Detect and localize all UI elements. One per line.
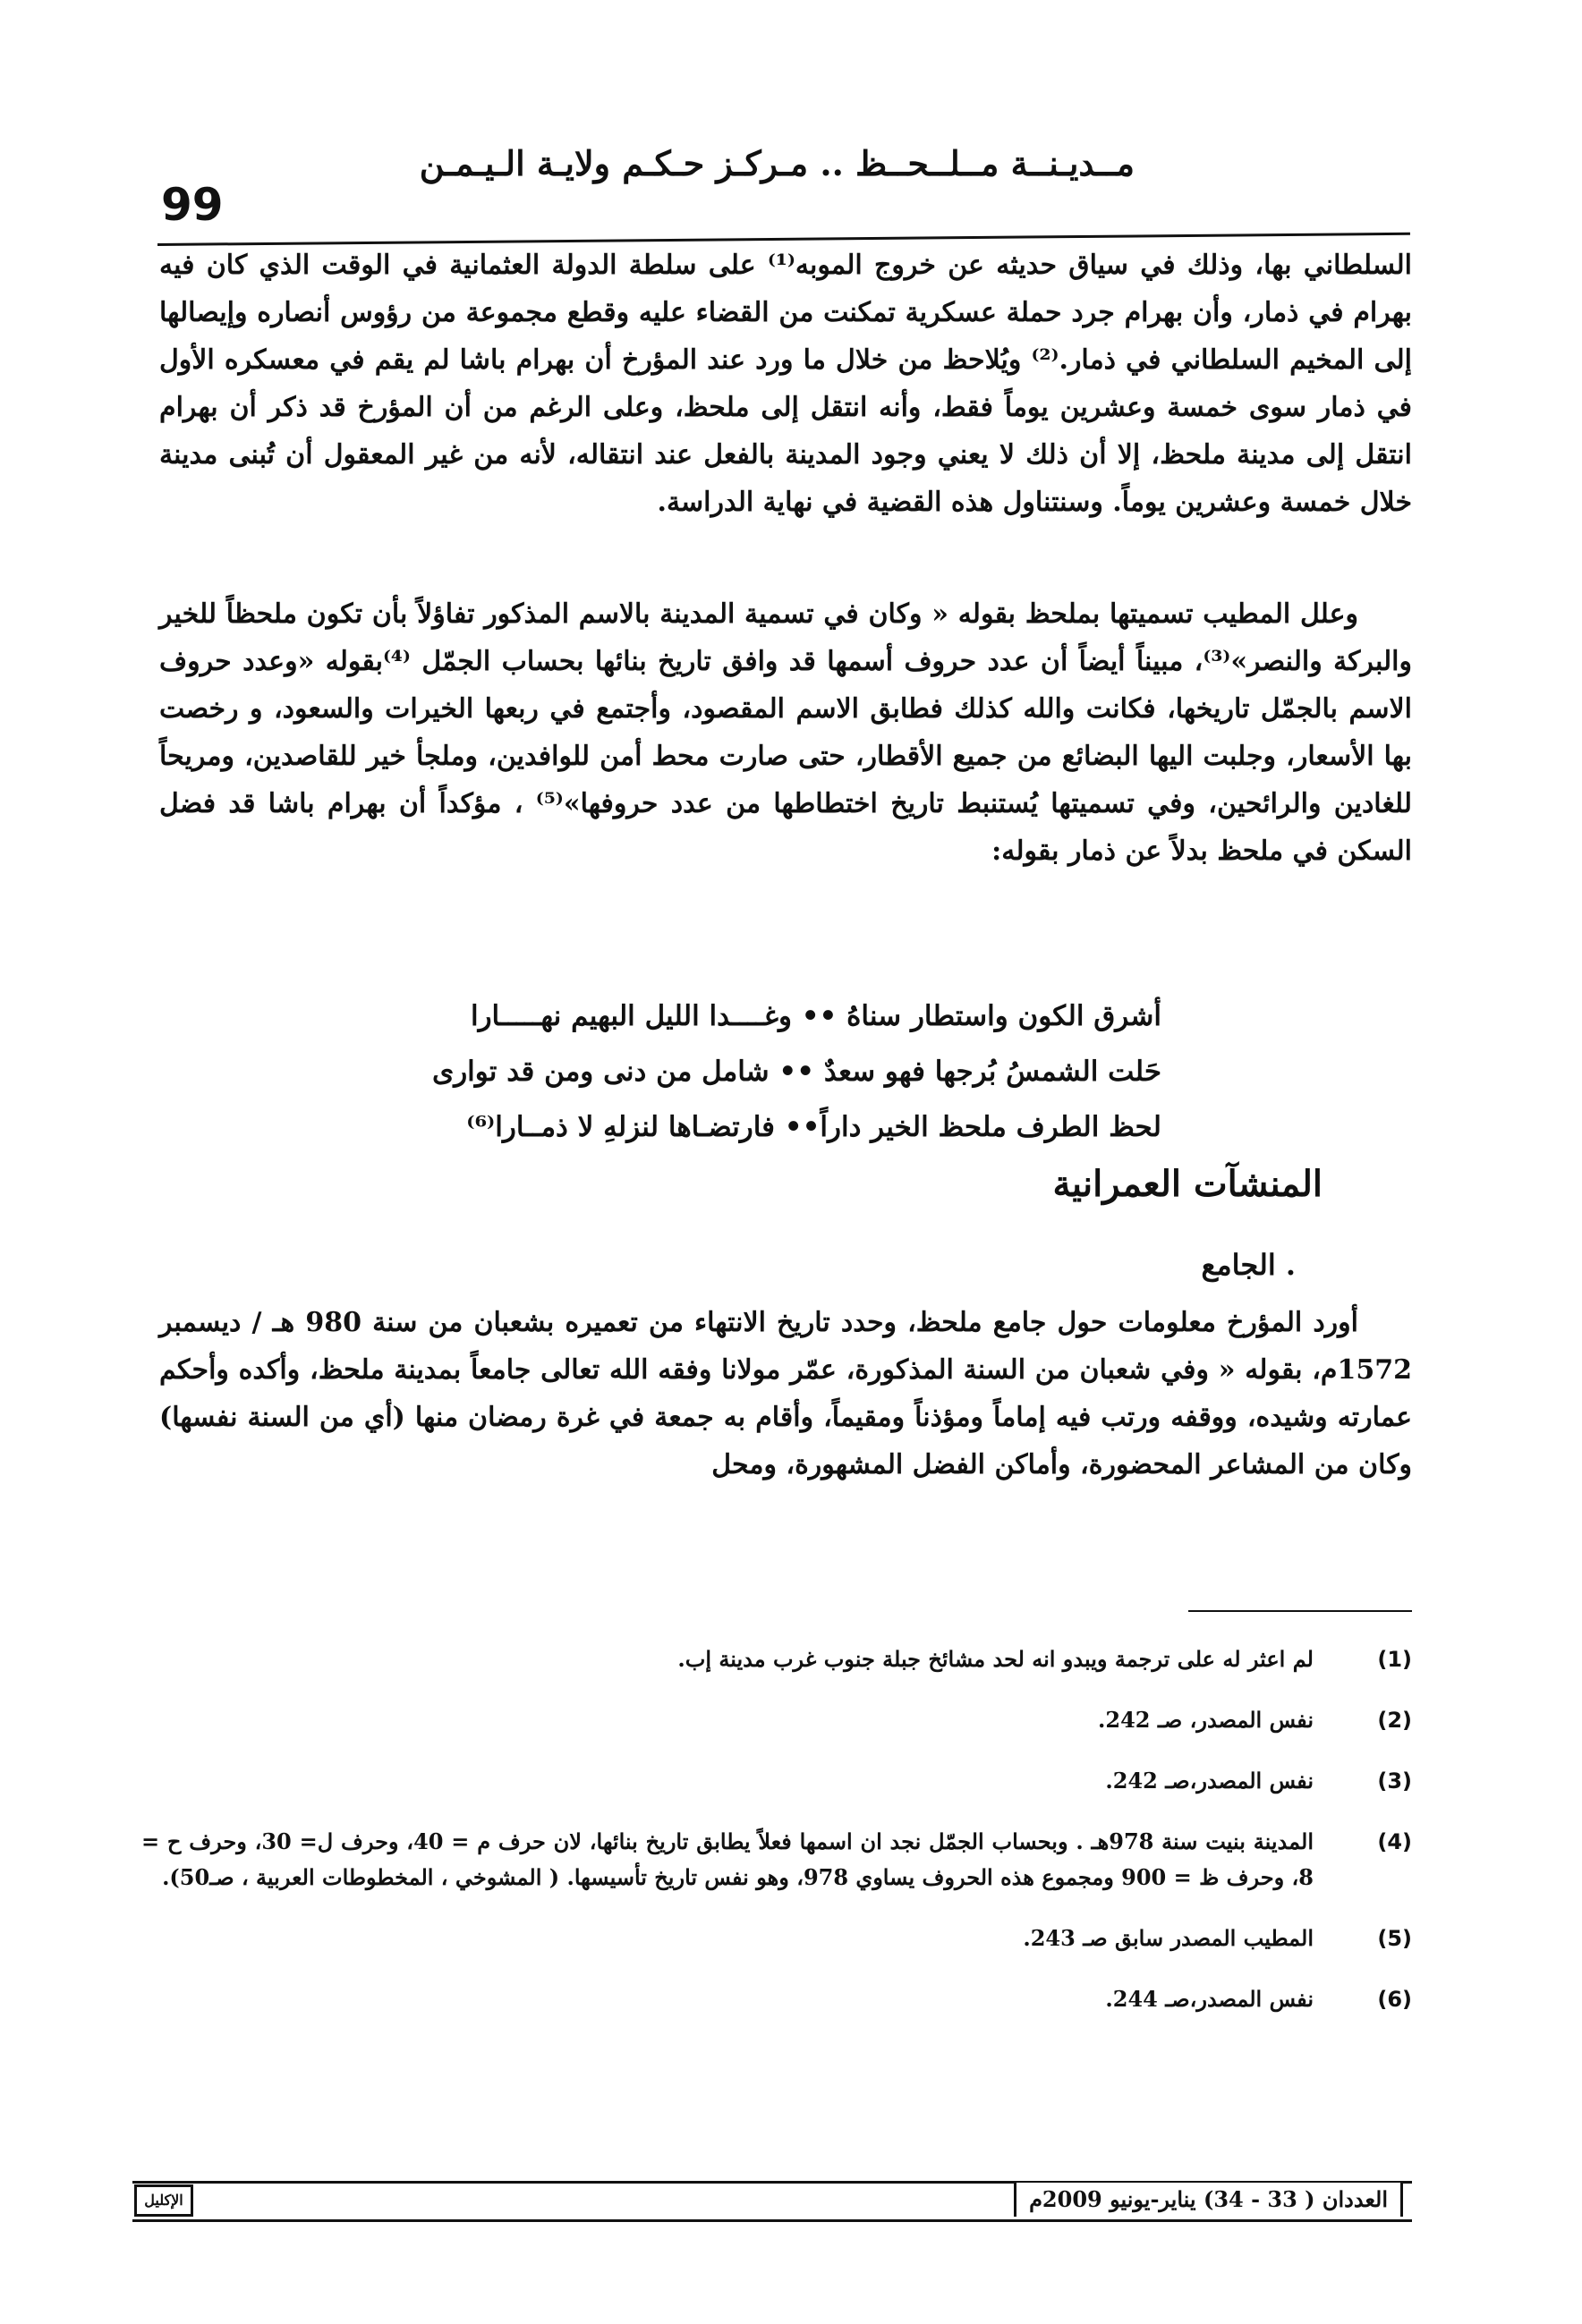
poem-line-3: لحظ الطرف ملحظ الخير داراً•• فارتضـاها لنزلهِ لا ذمــارا⁽⁶⁾: [466, 1111, 1161, 1143]
footnote-text: لم اعثر له على ترجمة ويبدو انه لحد مشائخ جبلة جنوب غرب مدينة إب.: [677, 1646, 1314, 1672]
issue-label: العددان ( 33 - 34) يناير-يونيو 2009م: [1014, 2183, 1403, 2217]
footnote-text: نفس المصدر،صـ 242.: [1105, 1768, 1314, 1794]
journal-logo: الإكليل: [134, 2184, 193, 2217]
footnote-number: (6): [1377, 1987, 1412, 2012]
sub-heading: . الجامع: [1201, 1248, 1296, 1282]
running-header-title: مــديـنــة مــلــحــظ .. مـركـز حـكـم ولايـة الـيـمـن: [419, 143, 1135, 183]
poem-line-1: أشرق الكون واستطار سناهُ •• وغــــدا الليل البهيم نهـــــارا: [470, 1000, 1161, 1032]
footnote-3: [141, 1763, 1412, 1799]
footnote-5: [141, 1921, 1412, 1956]
footnote-text: نفس المصدر، صـ 242.: [1098, 1707, 1314, 1733]
paragraph-2: [159, 590, 1412, 875]
section-heading: المنشآت العمرانية: [1052, 1163, 1323, 1205]
footnote-1: [141, 1641, 1412, 1677]
footnote-text: المدينة بنيت سنة 978هـ . وبحساب الجمّل نجد ان اسمها فعلاً يطابق تاريخ بنائها، لان حرف م = 40، وحرف ل= 30، وحرف ح = 8، وحرف ظ = 900 ومجموع هذه الحروف يساوي 978، وهو نفس تاريخ تأسيسها. ( المشوخي ، المخطوطات العربية ، صـ50).: [141, 1828, 1314, 1890]
footnotes: [141, 1641, 1412, 2042]
footnote-number: (2): [1377, 1708, 1412, 1733]
footnote-2: [141, 1702, 1412, 1738]
footnote-text: المطيب المصدر سابق صـ 243.: [1023, 1925, 1314, 1951]
footnote-number: (3): [1377, 1768, 1412, 1794]
footnote-divider: [1188, 1610, 1412, 1612]
paragraph-2-text: وعلل المطيب تسميتها بملحظ بقوله « وكان في تسمية المدينة بالاسم المذكور تفاؤلاً بأن تكون ملحظاً للخير والبركة والنصر»⁽³⁾، مبيناً أيضاً أن عدد حروف أسمها قد وافق تاريخ بنائها بحساب الجمّل ⁽⁴⁾بقوله «وعدد حروف الاسم بالجمّل تاريخها، فكانت والله كذلك فطابق الاسم المقصود، وأجتمع في ربعها الخيرات والسعود، و رخصت بها الأسعار، وجلبت اليها البضائع من جميع الأقطار، حتى صارت محط أمن للوافدين، وملجأ خير للقاصدين، ومريحاً للغادين والرائحين، وفي تسميتها يُستنبط تاريخ اختطاطها من عدد حروفها»⁽⁵⁾ ، مؤكداً أن بهرام باشا قد فضل السكن في ملحظ بدلاً عن ذمار بقوله:: [159, 598, 1412, 867]
paragraph-3-text: أورد المؤرخ معلومات حول جامع ملحظ، وحدد تاريخ الانتهاء من تعميره بشعبان من سنة 980 هـ / ديسمبر 1572م، بقوله « وفي شعبان من السنة المذكورة، عمّر مولانا وفقه الله تعالى جامعاً بمدينة ملحظ، وأكده وأحكم عمارته وشيده، ووقفه ورتب فيه إماماً ومؤذناً ومقيماً، وأقام به جمعة في غرة رمضان منها (أي من السنة نفسها) وكان من المشاعر المحضورة، وأماكن الفضل المشهورة، ومحل: [159, 1307, 1412, 1480]
paragraph-1: [159, 242, 1412, 526]
footnote-6: [141, 1981, 1412, 2017]
footnote-number: (5): [1377, 1926, 1412, 1951]
footnote-number: (1): [1377, 1647, 1412, 1672]
paragraph-1-text: السلطاني بها، وذلك في سياق حديثه عن خروج الموبه⁽¹⁾ على سلطة الدولة العثمانية في الوقت الذي كان فيه بهرام في ذمار، وأن بهرام جرد حملة عسكرية تمكنت من القضاء عليه وقطع مجموعة من رؤوس أنصاره وإيصالها إلى المخيم السلطاني في ذمار.⁽²⁾ ويُلاحظ من خلال ما ورد عند المؤرخ أن بهرام باشا لم يقم في معسكره الأول في ذمار سوى خمسة وعشرين يوماً فقط، وأنه انتقل إلى ملحظ، وعلى الرغم من أن المؤرخ قد ذكر أن بهرام انتقل إلى مدينة ملحظ، إلا أن ذلك لا يعني وجود المدينة بالفعل عند انتقاله، لأنه من غير المعقول أن تُبنى مدينة خلال خمسة وعشرين يوماً. وسنتناول هذه القضية في نهاية الدراسة.: [159, 250, 1412, 518]
footnote-text: نفس المصدر،صـ 244.: [1105, 1986, 1314, 2012]
poem-block: [302, 988, 1161, 1155]
footnote-number: (4): [1377, 1829, 1412, 1854]
paragraph-3: [159, 1299, 1412, 1489]
poem-line-2: حَلت الشمسُ بُرجها فهو سعدٌ •• شامل من دنى ومن قد توارى: [431, 1056, 1161, 1088]
page-number: 99: [161, 179, 224, 231]
footnote-4: [141, 1824, 1412, 1896]
